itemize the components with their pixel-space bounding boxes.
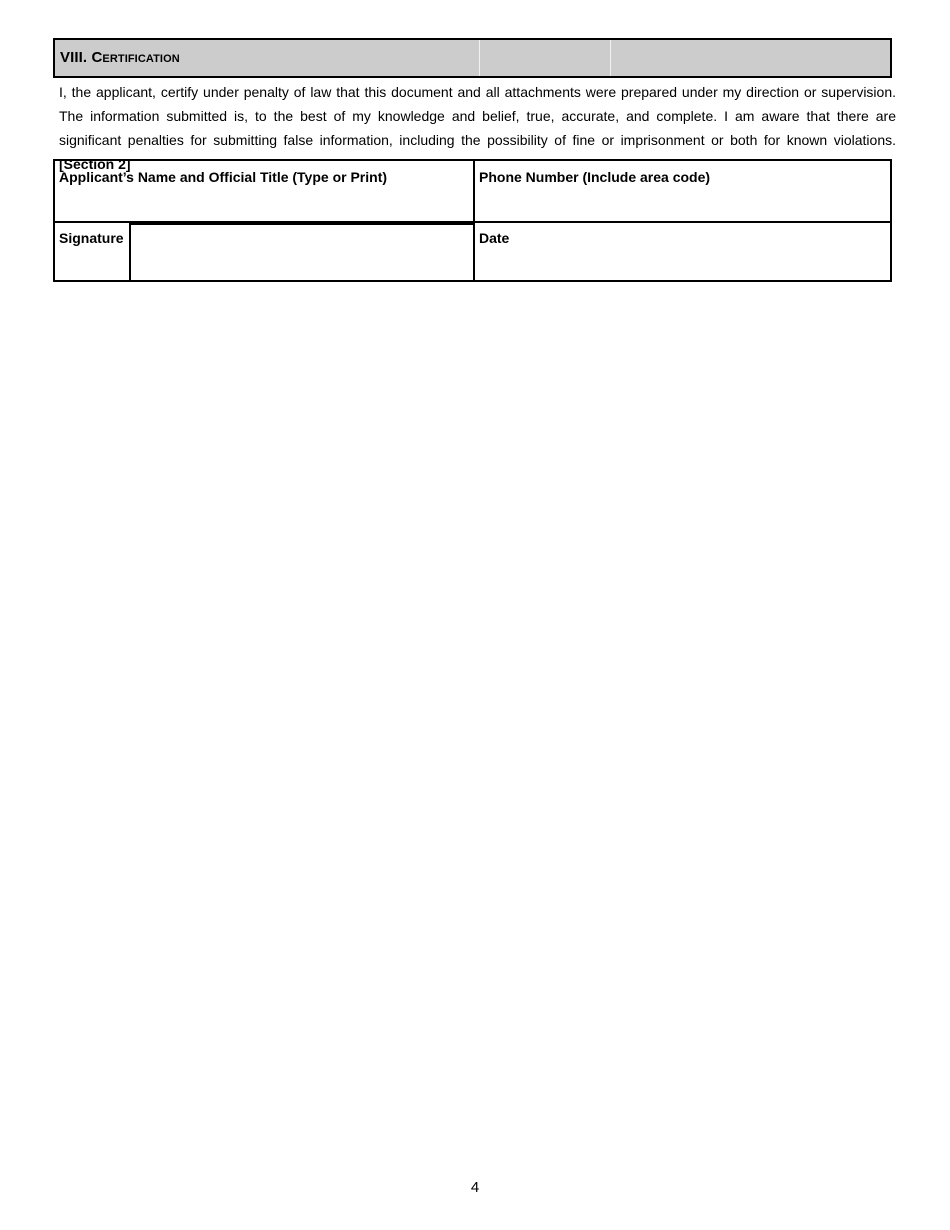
section-numeral: VIII. <box>60 49 88 66</box>
signature-field[interactable] <box>129 223 473 282</box>
signature-label: Signature <box>59 230 124 246</box>
applicant-name-label: Applicant’s Name and Official Title (Type or Print) <box>59 169 388 185</box>
certification-form <box>53 159 892 282</box>
certification-text: I, the applicant, certify under penalty of law that this document and all attachments were prepared under my direction or supervision. The information submitted is, to the best of my knowledge and belief, true, accurate, and complete. I am aware that there are significant penalties for submitting false information, including the possibility of fine or imprisonment or both for known violations. <box>59 84 896 148</box>
page-number: 4 <box>470 1179 480 1196</box>
phone-number-label: Phone Number (Include area code) <box>479 169 711 185</box>
section-header <box>53 38 892 78</box>
date-label: Date <box>479 230 510 246</box>
header-divider <box>479 40 480 76</box>
section-title <box>60 49 180 66</box>
section-title-text: Certification <box>91 49 180 66</box>
section-reference: [Section 2] <box>59 156 131 172</box>
header-divider <box>610 40 611 76</box>
